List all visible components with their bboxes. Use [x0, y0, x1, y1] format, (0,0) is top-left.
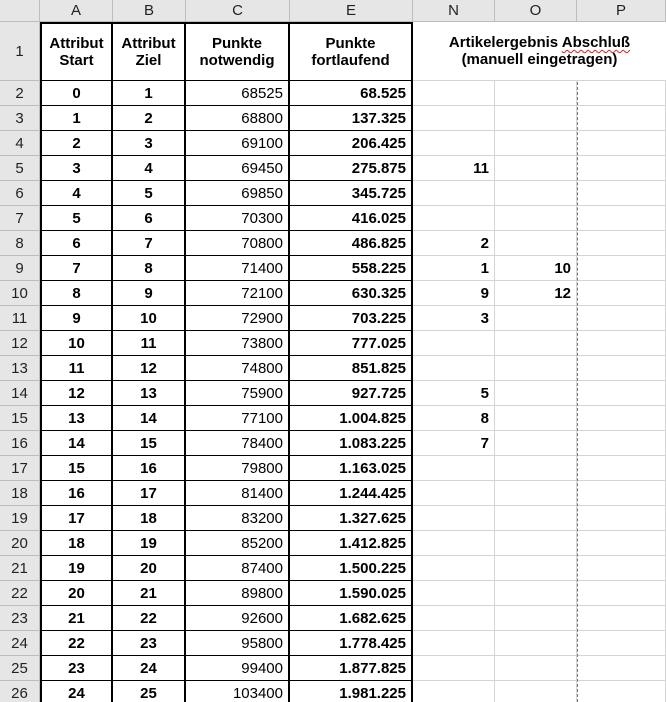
- cell-punkte-notwendig[interactable]: 75900: [186, 381, 290, 406]
- row-header[interactable]: 18: [0, 481, 40, 506]
- cell-artikelergebnis-o[interactable]: [495, 306, 577, 331]
- cell-attribut-start[interactable]: 4: [40, 181, 113, 206]
- cell-attribut-start[interactable]: 16: [40, 481, 113, 506]
- row-header[interactable]: 11: [0, 306, 40, 331]
- cell-attribut-ziel[interactable]: 1: [113, 81, 186, 106]
- row-header[interactable]: 16: [0, 431, 40, 456]
- cell-punkte-fortlaufend[interactable]: 851.825: [290, 356, 413, 381]
- cell-artikelergebnis-n[interactable]: 5: [413, 381, 495, 406]
- cell-punkte-fortlaufend[interactable]: 486.825: [290, 231, 413, 256]
- cell-attribut-start[interactable]: 8: [40, 281, 113, 306]
- cell-attribut-ziel[interactable]: 6: [113, 206, 186, 231]
- cell-artikelergebnis-n[interactable]: 3: [413, 306, 495, 331]
- row-header[interactable]: 10: [0, 281, 40, 306]
- column-header-n[interactable]: N: [413, 0, 495, 22]
- cell-punkte-notwendig[interactable]: 69450: [186, 156, 290, 181]
- cell-punkte-fortlaufend[interactable]: 703.225: [290, 306, 413, 331]
- row-header[interactable]: 7: [0, 206, 40, 231]
- cell-punkte-fortlaufend[interactable]: 630.325: [290, 281, 413, 306]
- row-header[interactable]: 25: [0, 656, 40, 681]
- column-header-p[interactable]: P: [577, 0, 666, 22]
- cell-p[interactable]: [577, 331, 666, 356]
- header-punkte-notwendig[interactable]: Punkte notwendig: [186, 22, 290, 81]
- cell-p[interactable]: [577, 581, 666, 606]
- cell-p[interactable]: [577, 181, 666, 206]
- cell-punkte-fortlaufend[interactable]: 927.725: [290, 381, 413, 406]
- column-header-e[interactable]: E: [290, 0, 413, 22]
- cell-p[interactable]: [577, 156, 666, 181]
- cell-attribut-ziel[interactable]: 8: [113, 256, 186, 281]
- cell-punkte-notwendig[interactable]: 99400: [186, 656, 290, 681]
- header-punkte-fortlaufend[interactable]: Punkte fortlaufend: [290, 22, 413, 81]
- row-header[interactable]: 8: [0, 231, 40, 256]
- cell-attribut-start[interactable]: 24: [40, 681, 113, 702]
- cell-punkte-fortlaufend[interactable]: 1.327.625: [290, 506, 413, 531]
- column-header-a[interactable]: A: [40, 0, 113, 22]
- row-header[interactable]: 14: [0, 381, 40, 406]
- cell-artikelergebnis-o[interactable]: [495, 431, 577, 456]
- cell-artikelergebnis-n[interactable]: [413, 581, 495, 606]
- cell-artikelergebnis-n[interactable]: [413, 606, 495, 631]
- cell-punkte-notwendig[interactable]: 68800: [186, 106, 290, 131]
- cell-attribut-ziel[interactable]: 18: [113, 506, 186, 531]
- cell-attribut-start[interactable]: 20: [40, 581, 113, 606]
- header-attribut-ziel[interactable]: Attribut Ziel: [113, 22, 186, 81]
- cell-attribut-start[interactable]: 1: [40, 106, 113, 131]
- row-header[interactable]: 2: [0, 81, 40, 106]
- column-header-c[interactable]: C: [186, 0, 290, 22]
- page-break-line: [577, 82, 578, 702]
- cell-artikelergebnis-o[interactable]: [495, 231, 577, 256]
- row-header[interactable]: 19: [0, 506, 40, 531]
- row-header-1[interactable]: 1: [0, 22, 40, 81]
- cell-artikelergebnis-n[interactable]: 2: [413, 231, 495, 256]
- cell-attribut-ziel[interactable]: 4: [113, 156, 186, 181]
- cell-artikelergebnis-n[interactable]: 8: [413, 406, 495, 431]
- header-attribut-start[interactable]: Attribut Start: [40, 22, 113, 81]
- cell-attribut-ziel[interactable]: 15: [113, 431, 186, 456]
- cell-attribut-start[interactable]: 10: [40, 331, 113, 356]
- cell-attribut-start[interactable]: 15: [40, 456, 113, 481]
- cell-punkte-notwendig[interactable]: 95800: [186, 631, 290, 656]
- cell-attribut-ziel[interactable]: 21: [113, 581, 186, 606]
- cell-punkte-fortlaufend[interactable]: 1.244.425: [290, 481, 413, 506]
- row-header[interactable]: 15: [0, 406, 40, 431]
- cell-attribut-ziel[interactable]: 12: [113, 356, 186, 381]
- cell-artikelergebnis-o[interactable]: [495, 356, 577, 381]
- cell-artikelergebnis-o[interactable]: [495, 181, 577, 206]
- spellcheck-word: Abschluß: [561, 34, 631, 51]
- cell-punkte-notwendig[interactable]: 103400: [186, 681, 290, 702]
- row-header[interactable]: 22: [0, 581, 40, 606]
- cell-p[interactable]: [577, 531, 666, 556]
- row-header[interactable]: 9: [0, 256, 40, 281]
- cell-punkte-fortlaufend[interactable]: 1.981.225: [290, 681, 413, 702]
- row-header[interactable]: 20: [0, 531, 40, 556]
- cell-p[interactable]: [577, 231, 666, 256]
- row-header[interactable]: 6: [0, 181, 40, 206]
- cell-punkte-notwendig[interactable]: 71400: [186, 256, 290, 281]
- row-header[interactable]: 4: [0, 131, 40, 156]
- cell-attribut-ziel[interactable]: 13: [113, 381, 186, 406]
- cell-attribut-start[interactable]: 19: [40, 556, 113, 581]
- cell-punkte-notwendig[interactable]: 81400: [186, 481, 290, 506]
- cell-punkte-notwendig[interactable]: 77100: [186, 406, 290, 431]
- cell-punkte-notwendig[interactable]: 73800: [186, 331, 290, 356]
- cell-artikelergebnis-n[interactable]: 1: [413, 256, 495, 281]
- cell-attribut-start[interactable]: 2: [40, 131, 113, 156]
- cell-attribut-start[interactable]: 17: [40, 506, 113, 531]
- cell-attribut-ziel[interactable]: 20: [113, 556, 186, 581]
- cell-attribut-start[interactable]: 12: [40, 381, 113, 406]
- cell-p[interactable]: [577, 306, 666, 331]
- cell-p[interactable]: [577, 506, 666, 531]
- cell-punkte-fortlaufend[interactable]: 1.682.625: [290, 606, 413, 631]
- cell-punkte-fortlaufend[interactable]: 275.875: [290, 156, 413, 181]
- row-header[interactable]: 26: [0, 681, 40, 702]
- cell-p[interactable]: [577, 206, 666, 231]
- cell-attribut-start[interactable]: 13: [40, 406, 113, 431]
- cell-attribut-start[interactable]: 9: [40, 306, 113, 331]
- cell-artikelergebnis-n[interactable]: 11: [413, 156, 495, 181]
- cell-artikelergebnis-n[interactable]: [413, 131, 495, 156]
- cell-attribut-ziel[interactable]: 14: [113, 406, 186, 431]
- cell-p[interactable]: [577, 106, 666, 131]
- header-artikelergebnis-line2: (manuell eingetragen): [461, 51, 618, 68]
- cell-artikelergebnis-o[interactable]: [495, 506, 577, 531]
- cell-p[interactable]: [577, 681, 666, 702]
- cell-punkte-notwendig[interactable]: 78400: [186, 431, 290, 456]
- cell-artikelergebnis-n[interactable]: [413, 681, 495, 702]
- cell-punkte-fortlaufend[interactable]: 1.083.225: [290, 431, 413, 456]
- cell-attribut-ziel[interactable]: 11: [113, 331, 186, 356]
- column-header-b[interactable]: B: [113, 0, 186, 22]
- cell-punkte-fortlaufend[interactable]: 777.025: [290, 331, 413, 356]
- cell-attribut-start[interactable]: 22: [40, 631, 113, 656]
- cell-artikelergebnis-n[interactable]: 7: [413, 431, 495, 456]
- cell-p[interactable]: [577, 406, 666, 431]
- cell-punkte-notwendig[interactable]: 70300: [186, 206, 290, 231]
- cell-punkte-fortlaufend[interactable]: 1.163.025: [290, 456, 413, 481]
- cell-punkte-notwendig[interactable]: 79800: [186, 456, 290, 481]
- row-header[interactable]: 23: [0, 606, 40, 631]
- cell-artikelergebnis-o[interactable]: [495, 156, 577, 181]
- cell-p[interactable]: [577, 356, 666, 381]
- cell-artikelergebnis-o[interactable]: [495, 681, 577, 702]
- cell-attribut-start[interactable]: 14: [40, 431, 113, 456]
- cell-artikelergebnis-n[interactable]: [413, 106, 495, 131]
- cell-punkte-notwendig[interactable]: 83200: [186, 506, 290, 531]
- cell-artikelergebnis-o[interactable]: [495, 556, 577, 581]
- cell-artikelergebnis-o[interactable]: [495, 631, 577, 656]
- cell-punkte-notwendig[interactable]: 74800: [186, 356, 290, 381]
- cell-artikelergebnis-n[interactable]: [413, 506, 495, 531]
- cell-punkte-fortlaufend[interactable]: 1.412.825: [290, 531, 413, 556]
- cell-punkte-notwendig[interactable]: 89800: [186, 581, 290, 606]
- cell-artikelergebnis-n[interactable]: [413, 356, 495, 381]
- header-artikelergebnis[interactable]: [413, 22, 666, 81]
- cell-artikelergebnis-n[interactable]: [413, 206, 495, 231]
- row-header[interactable]: 13: [0, 356, 40, 381]
- cell-punkte-notwendig[interactable]: 92600: [186, 606, 290, 631]
- cell-attribut-ziel[interactable]: 7: [113, 231, 186, 256]
- cell-attribut-start[interactable]: 5: [40, 206, 113, 231]
- cell-attribut-start[interactable]: 7: [40, 256, 113, 281]
- cell-punkte-notwendig[interactable]: 69850: [186, 181, 290, 206]
- cell-p[interactable]: [577, 481, 666, 506]
- cell-p[interactable]: [577, 631, 666, 656]
- cell-artikelergebnis-o[interactable]: [495, 331, 577, 356]
- cell-punkte-fortlaufend[interactable]: 345.725: [290, 181, 413, 206]
- cell-artikelergebnis-o[interactable]: [495, 456, 577, 481]
- cell-artikelergebnis-o[interactable]: [495, 481, 577, 506]
- column-header-o[interactable]: O: [495, 0, 577, 22]
- cell-p[interactable]: [577, 431, 666, 456]
- cell-artikelergebnis-o[interactable]: [495, 81, 577, 106]
- cell-artikelergebnis-n[interactable]: 9: [413, 281, 495, 306]
- cell-attribut-ziel[interactable]: 5: [113, 181, 186, 206]
- cell-attribut-ziel[interactable]: 9: [113, 281, 186, 306]
- row-header[interactable]: 21: [0, 556, 40, 581]
- cell-artikelergebnis-n[interactable]: [413, 531, 495, 556]
- cell-p[interactable]: [577, 81, 666, 106]
- cell-p[interactable]: [577, 656, 666, 681]
- cell-artikelergebnis-n[interactable]: [413, 81, 495, 106]
- cell-attribut-ziel[interactable]: 2: [113, 106, 186, 131]
- cell-artikelergebnis-o[interactable]: [495, 106, 577, 131]
- cell-attribut-start[interactable]: 0: [40, 81, 113, 106]
- cell-p[interactable]: [577, 131, 666, 156]
- cell-attribut-ziel[interactable]: 10: [113, 306, 186, 331]
- cell-attribut-ziel[interactable]: 22: [113, 606, 186, 631]
- cell-artikelergebnis-o[interactable]: [495, 206, 577, 231]
- cell-punkte-fortlaufend[interactable]: 137.325: [290, 106, 413, 131]
- row-header[interactable]: 5: [0, 156, 40, 181]
- cell-artikelergebnis-n[interactable]: [413, 556, 495, 581]
- cell-punkte-fortlaufend[interactable]: 558.225: [290, 256, 413, 281]
- cell-p[interactable]: [577, 556, 666, 581]
- cell-attribut-ziel[interactable]: 23: [113, 631, 186, 656]
- select-all-corner[interactable]: [0, 0, 40, 22]
- cell-artikelergebnis-n[interactable]: [413, 331, 495, 356]
- cell-attribut-ziel[interactable]: 24: [113, 656, 186, 681]
- cell-punkte-fortlaufend[interactable]: 1.500.225: [290, 556, 413, 581]
- cell-artikelergebnis-o[interactable]: [495, 656, 577, 681]
- cell-attribut-start[interactable]: 23: [40, 656, 113, 681]
- cell-attribut-start[interactable]: 18: [40, 531, 113, 556]
- cell-p[interactable]: [577, 381, 666, 406]
- cell-punkte-fortlaufend[interactable]: 206.425: [290, 131, 413, 156]
- header-artikelergebnis-line1a: Artikelergebnis: [448, 34, 559, 51]
- cell-artikelergebnis-n[interactable]: [413, 181, 495, 206]
- cell-artikelergebnis-o[interactable]: [495, 581, 577, 606]
- cell-attribut-start[interactable]: 11: [40, 356, 113, 381]
- cell-p[interactable]: [577, 281, 666, 306]
- cell-punkte-fortlaufend[interactable]: 1.778.425: [290, 631, 413, 656]
- cell-punkte-notwendig[interactable]: 85200: [186, 531, 290, 556]
- cell-attribut-ziel[interactable]: 25: [113, 681, 186, 702]
- cell-artikelergebnis-n[interactable]: [413, 656, 495, 681]
- row-header[interactable]: 3: [0, 106, 40, 131]
- cell-artikelergebnis-n[interactable]: [413, 481, 495, 506]
- cell-artikelergebnis-o[interactable]: [495, 131, 577, 156]
- cell-punkte-notwendig[interactable]: 68525: [186, 81, 290, 106]
- cell-attribut-ziel[interactable]: 16: [113, 456, 186, 481]
- cell-p[interactable]: [577, 256, 666, 281]
- cell-punkte-notwendig[interactable]: 87400: [186, 556, 290, 581]
- cell-punkte-notwendig[interactable]: 70800: [186, 231, 290, 256]
- cell-artikelergebnis-o[interactable]: [495, 531, 577, 556]
- cell-attribut-ziel[interactable]: 17: [113, 481, 186, 506]
- cell-punkte-notwendig[interactable]: 72900: [186, 306, 290, 331]
- cell-punkte-fortlaufend[interactable]: 1.004.825: [290, 406, 413, 431]
- row-header[interactable]: 17: [0, 456, 40, 481]
- cell-artikelergebnis-o[interactable]: 10: [495, 256, 577, 281]
- cell-artikelergebnis-n[interactable]: [413, 631, 495, 656]
- cell-artikelergebnis-n[interactable]: [413, 456, 495, 481]
- cell-punkte-fortlaufend[interactable]: 416.025: [290, 206, 413, 231]
- cell-punkte-notwendig[interactable]: 72100: [186, 281, 290, 306]
- cell-attribut-ziel[interactable]: 3: [113, 131, 186, 156]
- cell-attribut-start[interactable]: 3: [40, 156, 113, 181]
- cell-artikelergebnis-o[interactable]: [495, 381, 577, 406]
- cell-artikelergebnis-o[interactable]: [495, 406, 577, 431]
- cell-artikelergebnis-o[interactable]: 12: [495, 281, 577, 306]
- cell-attribut-start[interactable]: 21: [40, 606, 113, 631]
- row-header[interactable]: 12: [0, 331, 40, 356]
- cell-artikelergebnis-o[interactable]: [495, 606, 577, 631]
- cell-attribut-start[interactable]: 6: [40, 231, 113, 256]
- cell-punkte-notwendig[interactable]: 69100: [186, 131, 290, 156]
- cell-punkte-fortlaufend[interactable]: 68.525: [290, 81, 413, 106]
- cell-punkte-fortlaufend[interactable]: 1.877.825: [290, 656, 413, 681]
- cell-attribut-ziel[interactable]: 19: [113, 531, 186, 556]
- cell-p[interactable]: [577, 606, 666, 631]
- row-header[interactable]: 24: [0, 631, 40, 656]
- cell-punkte-fortlaufend[interactable]: 1.590.025: [290, 581, 413, 606]
- cell-p[interactable]: [577, 456, 666, 481]
